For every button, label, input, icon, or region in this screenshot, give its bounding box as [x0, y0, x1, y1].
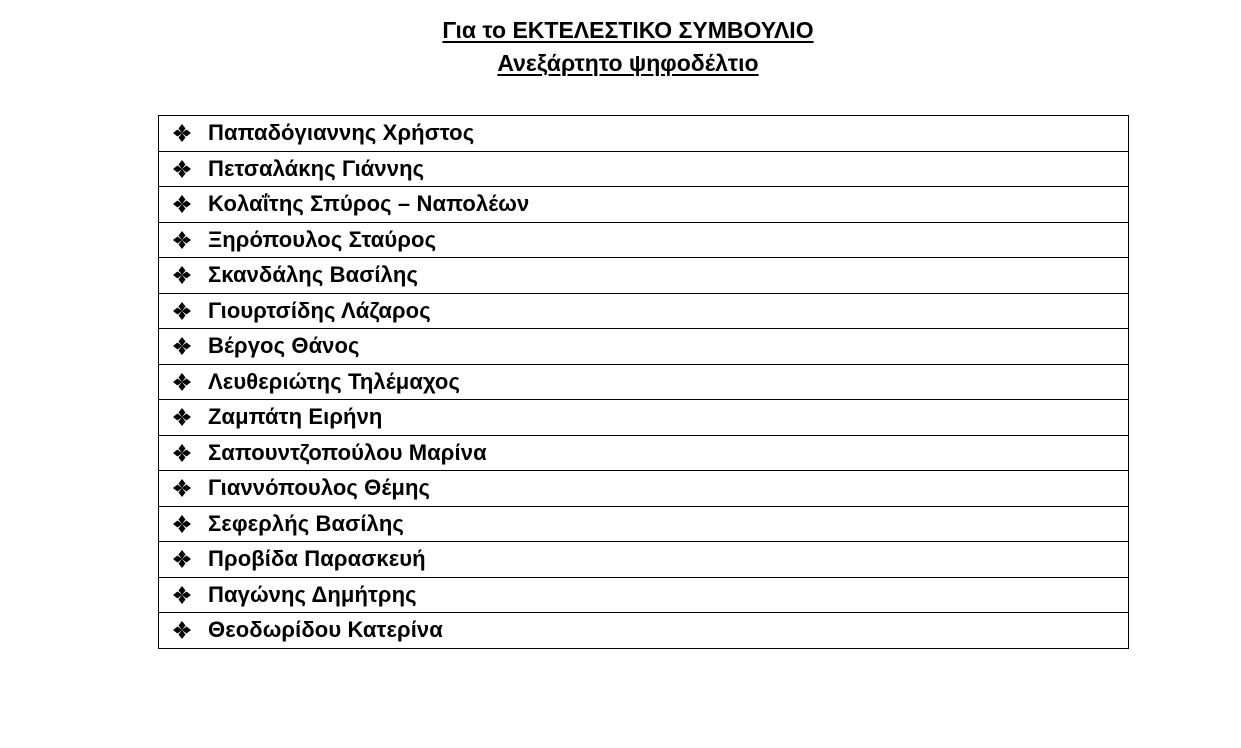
- candidate-cell: [159, 506, 1129, 542]
- candidate-entry: [159, 116, 1128, 151]
- table-row: [159, 471, 1129, 507]
- document-subtitle: Ανεξάρτητο ψηφοδέλτιο: [497, 50, 759, 76]
- candidate-cell: [159, 222, 1129, 258]
- four-diamond-bullet-icon: [173, 550, 191, 568]
- candidate-name: Θεοδωρίδου Κατερίνα: [208, 617, 443, 643]
- candidate-name: Ζαμπάτη Ειρήνη: [208, 404, 383, 430]
- table-row: [159, 222, 1129, 258]
- candidate-entry: [159, 365, 1128, 400]
- table-row: [159, 542, 1129, 578]
- candidate-cell: [159, 293, 1129, 329]
- candidate-entry: [159, 542, 1128, 577]
- candidate-name: Σεφερλής Βασίλης: [208, 510, 404, 536]
- four-diamond-bullet-icon: [173, 302, 191, 320]
- candidate-cell: [159, 329, 1129, 365]
- candidate-name: Πετσαλάκης Γιάννης: [208, 155, 425, 181]
- four-diamond-bullet-icon: [173, 195, 191, 213]
- candidate-cell: [159, 187, 1129, 223]
- candidate-list: [159, 116, 1129, 649]
- four-diamond-bullet-icon: [173, 444, 191, 462]
- candidate-entry: [159, 471, 1128, 506]
- candidate-name: Κολαΐτης Σπύρος – Ναπολέων: [208, 191, 530, 217]
- candidate-entry: [159, 400, 1128, 435]
- candidate-cell: [159, 613, 1129, 649]
- candidate-entry: [159, 613, 1128, 648]
- candidate-table: [158, 115, 1129, 649]
- document-title: Για το ΕΚΤΕΛΕΣΤΙΚΟ ΣΥΜΒΟΥΛΙΟ: [442, 17, 814, 43]
- candidate-name: Λευθεριώτης Τηλέμαχος: [208, 368, 460, 394]
- candidate-name: Σκανδάλης Βασίλης: [208, 262, 418, 288]
- candidate-name: Βέργος Θάνος: [208, 333, 360, 359]
- candidate-entry: [159, 294, 1128, 329]
- four-diamond-bullet-icon: [173, 266, 191, 284]
- table-row: [159, 116, 1129, 152]
- candidate-cell: [159, 364, 1129, 400]
- table-row: [159, 613, 1129, 649]
- candidate-entry: [159, 187, 1128, 222]
- candidate-cell: [159, 471, 1129, 507]
- candidate-cell: [159, 542, 1129, 578]
- table-row: [159, 258, 1129, 294]
- candidate-cell: [159, 151, 1129, 187]
- table-row: [159, 435, 1129, 471]
- table-row: [159, 293, 1129, 329]
- table-row: [159, 506, 1129, 542]
- candidate-cell: [159, 577, 1129, 613]
- candidate-entry: [159, 258, 1128, 293]
- candidate-entry: [159, 578, 1128, 613]
- candidate-entry: [159, 223, 1128, 258]
- four-diamond-bullet-icon: [173, 373, 191, 391]
- document-header: [0, 14, 1241, 80]
- candidate-entry: [159, 436, 1128, 471]
- candidate-cell: [159, 116, 1129, 152]
- table-row: [159, 400, 1129, 436]
- four-diamond-bullet-icon: [173, 160, 191, 178]
- four-diamond-bullet-icon: [173, 515, 191, 533]
- candidate-cell: [159, 435, 1129, 471]
- four-diamond-bullet-icon: [173, 337, 191, 355]
- candidate-entry: [159, 152, 1128, 187]
- candidate-name: Παπαδόγιαννης Χρήστος: [208, 120, 475, 146]
- four-diamond-bullet-icon: [173, 621, 191, 639]
- candidate-name: Ξηρόπουλος Σταύρος: [208, 226, 437, 252]
- table-row: [159, 151, 1129, 187]
- four-diamond-bullet-icon: [173, 408, 191, 426]
- table-row: [159, 329, 1129, 365]
- table-row: [159, 577, 1129, 613]
- candidate-name: Γιουρτσίδης Λάζαρος: [208, 297, 431, 323]
- table-row: [159, 364, 1129, 400]
- candidate-name: Παγώνης Δημήτρης: [208, 581, 417, 607]
- candidate-name: Σαπουντζοπούλου Μαρίνα: [208, 439, 487, 465]
- candidate-entry: [159, 329, 1128, 364]
- four-diamond-bullet-icon: [173, 586, 191, 604]
- table-row: [159, 187, 1129, 223]
- candidate-entry: [159, 507, 1128, 542]
- candidate-name: Προβίδα Παρασκευή: [208, 546, 426, 572]
- candidate-name: Γιαννόπουλος Θέμης: [208, 475, 431, 501]
- four-diamond-bullet-icon: [173, 124, 191, 142]
- four-diamond-bullet-icon: [173, 231, 191, 249]
- candidate-cell: [159, 400, 1129, 436]
- candidate-cell: [159, 258, 1129, 294]
- four-diamond-bullet-icon: [173, 479, 191, 497]
